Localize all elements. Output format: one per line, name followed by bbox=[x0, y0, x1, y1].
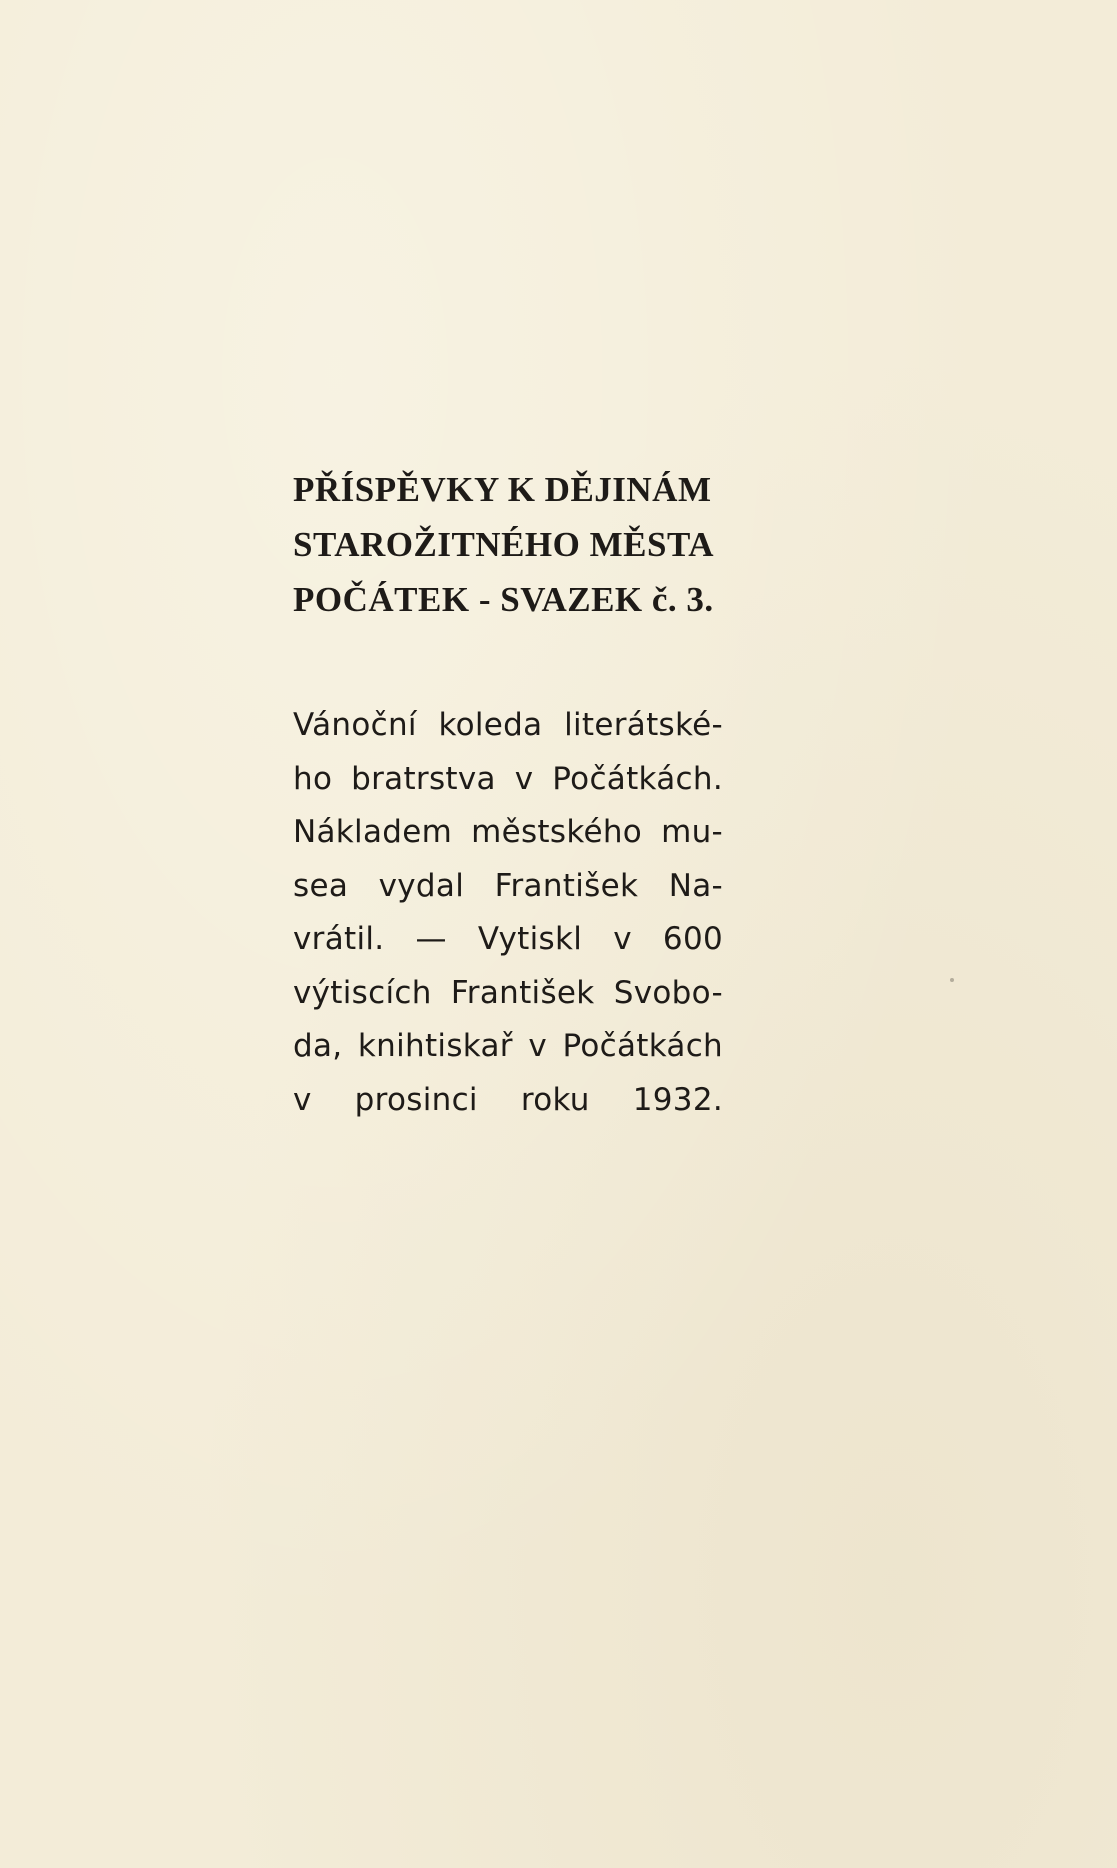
series-heading-line: POČÁTEK - SVAZEK č. 3. bbox=[293, 580, 714, 619]
colophon-line: Vánoční koleda literátské- bbox=[293, 707, 723, 743]
colophon-line: výtiscích František Svobo- bbox=[293, 974, 723, 1011]
colophon-text bbox=[293, 699, 723, 1127]
colophon-line: v prosinci roku 1932. bbox=[293, 1081, 723, 1118]
colophon-line: da, knihtiskař v Počátkách bbox=[293, 1028, 723, 1064]
colophon-line: vrátil. — Vytiskl v 600 bbox=[293, 921, 723, 957]
series-heading-line: STAROŽITNÉHO MĚSTA bbox=[293, 525, 714, 564]
paper-speck bbox=[950, 978, 954, 982]
imprint-block bbox=[293, 462, 723, 1127]
colophon-line: sea vydal František Na- bbox=[293, 867, 723, 904]
colophon-line: Nákladem městského mu- bbox=[293, 814, 723, 850]
series-heading-line: PŘÍSPĚVKY K DĚJINÁM bbox=[293, 470, 712, 509]
series-heading bbox=[293, 462, 723, 627]
colophon-line: ho bratrstva v Počátkách. bbox=[293, 760, 723, 797]
